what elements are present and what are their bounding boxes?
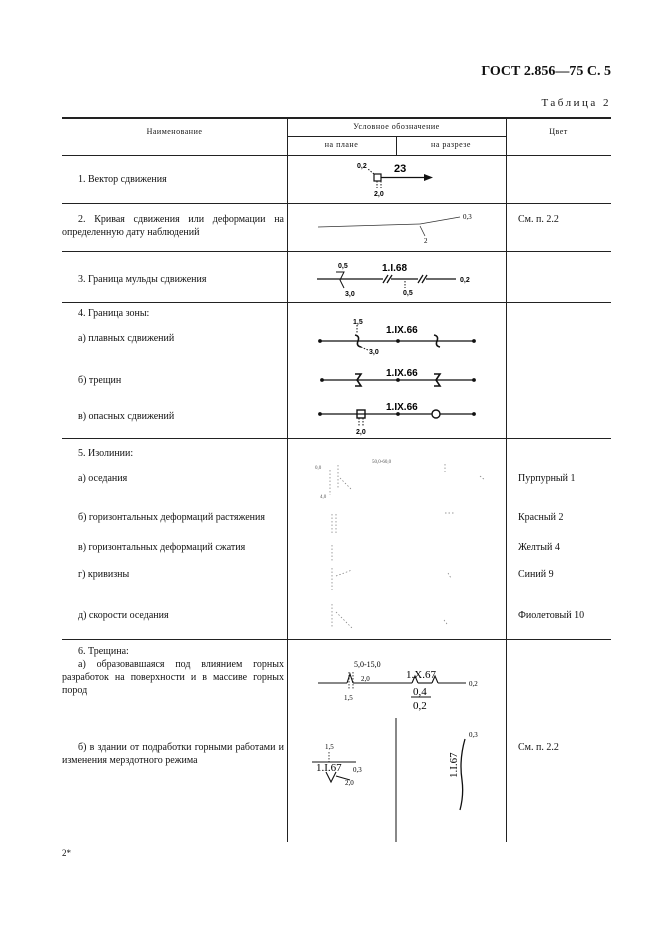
crack-surface-date: 1.X.67 (406, 669, 436, 681)
isoline-label-40: 4,0 (320, 495, 327, 500)
crack-building-date: 1.I.67 (316, 762, 342, 774)
row4-a: а) плавных сдвижений (78, 333, 175, 344)
row2-name: 2. Кривая сдвижения или деформации на определенную дату наблюдений (62, 214, 284, 238)
row6-name: 6. Трещина: (78, 646, 129, 657)
row5-a-color: Пурпурный 1 (518, 473, 576, 484)
table-label: Таблица 2 (541, 97, 611, 109)
row1-name: 1. Вектор сдвижения (78, 174, 167, 185)
crack-surface-symbol (318, 672, 466, 697)
isolines-symbols (330, 464, 485, 628)
col-header-plan: на плане (324, 140, 359, 149)
zone-smooth-label-30: 3,0 (369, 349, 379, 356)
crack-building-label-03: 0,3 (353, 766, 362, 774)
zone-smooth-label-15: 1,5 (353, 319, 363, 326)
row3-name: 3. Граница мульды сдвижения (78, 274, 207, 285)
crack-surface-fraction-den: 0,2 (413, 700, 427, 712)
vector-label-20: 2,0 (374, 191, 384, 198)
crack-surface-fraction-num: 0,4 (413, 686, 427, 698)
mulda-label-05: 0,5 (338, 263, 348, 270)
col-header-section: на разрезе (431, 140, 471, 149)
mulda-label-02: 0,2 (460, 277, 470, 284)
mulda-date: 1.I.68 (382, 263, 408, 274)
row2-color: См. п. 2.2 (518, 214, 559, 225)
col-header-color: Цвет (549, 127, 568, 136)
mulda-label-30: 3,0 (345, 291, 355, 298)
page-mark: 2* (62, 848, 71, 858)
crack-surface-label-02: 0,2 (469, 680, 478, 688)
zone-dangerous-label-20: 2,0 (356, 429, 366, 436)
isoline-label-00: 0,0 (315, 466, 322, 471)
row5-name: 5. Изолинии: (78, 448, 134, 459)
row4-name: 4. Граница зоны: (78, 308, 150, 319)
row5-c-color: Желтый 4 (518, 542, 560, 553)
mulda-boundary-symbol (317, 272, 456, 288)
zone-dangerous-date: 1.IX.66 (386, 402, 418, 413)
isoline-label-top: 50,0-60,0 (372, 460, 392, 465)
document-header: ГОСТ 2.856—75 С. 5 (481, 64, 611, 79)
crack-section-symbol (460, 739, 465, 810)
row4-b: б) трещин (78, 375, 122, 386)
crack-building-label-20: 2,0 (345, 779, 354, 787)
curve-symbol (318, 217, 460, 236)
crack-section-date: 1.I.67 (448, 752, 460, 778)
crack-surface-label-20: 2,0 (361, 675, 370, 683)
row5-a: а) оседания (78, 473, 128, 484)
curve-label-2: 2 (424, 237, 428, 245)
mulda-label-50: 0,5 (403, 290, 413, 297)
crack-surface-label-15: 1,5 (344, 694, 353, 702)
row5-d-color: Синий 9 (518, 569, 554, 580)
row5-b-color: Красный 2 (518, 512, 564, 523)
row6-b-color: См. п. 2.2 (518, 742, 559, 753)
row5-e: д) скорости оседания (78, 610, 169, 621)
crack-section-label-03: 0,3 (469, 731, 478, 739)
row5-e-color: Фиолетовый 10 (518, 610, 585, 621)
vector-label-23: 23 (394, 163, 407, 175)
curve-label-03: 0,3 (463, 213, 472, 221)
col-header-name: Наименование (146, 127, 203, 136)
zone-cracks-date: 1.IX.66 (386, 368, 418, 379)
crack-surface-range: 5,0-15,0 (354, 660, 381, 669)
row6-a: а) образовавшаяся под влиянием горных разработок на поверхности и в массиве горных пород (62, 659, 284, 696)
zone-smooth-date: 1.IX.66 (386, 325, 418, 336)
crack-building-label-15: 1,5 (325, 743, 334, 751)
row4-c: в) опасных сдвижений (78, 411, 175, 422)
col-header-symbol: Условное обозначение (353, 122, 440, 131)
row6-b: б) в здании от подработки горными работами и изменения мерздотного режима (62, 742, 284, 766)
vector-label-02: 0,2 (357, 163, 367, 170)
row5-b: б) горизонтальных деформаций растяжения (78, 512, 265, 523)
row5-d: г) кривизны (78, 569, 130, 580)
row5-c: в) горизонтальных деформаций сжатия (78, 542, 246, 553)
